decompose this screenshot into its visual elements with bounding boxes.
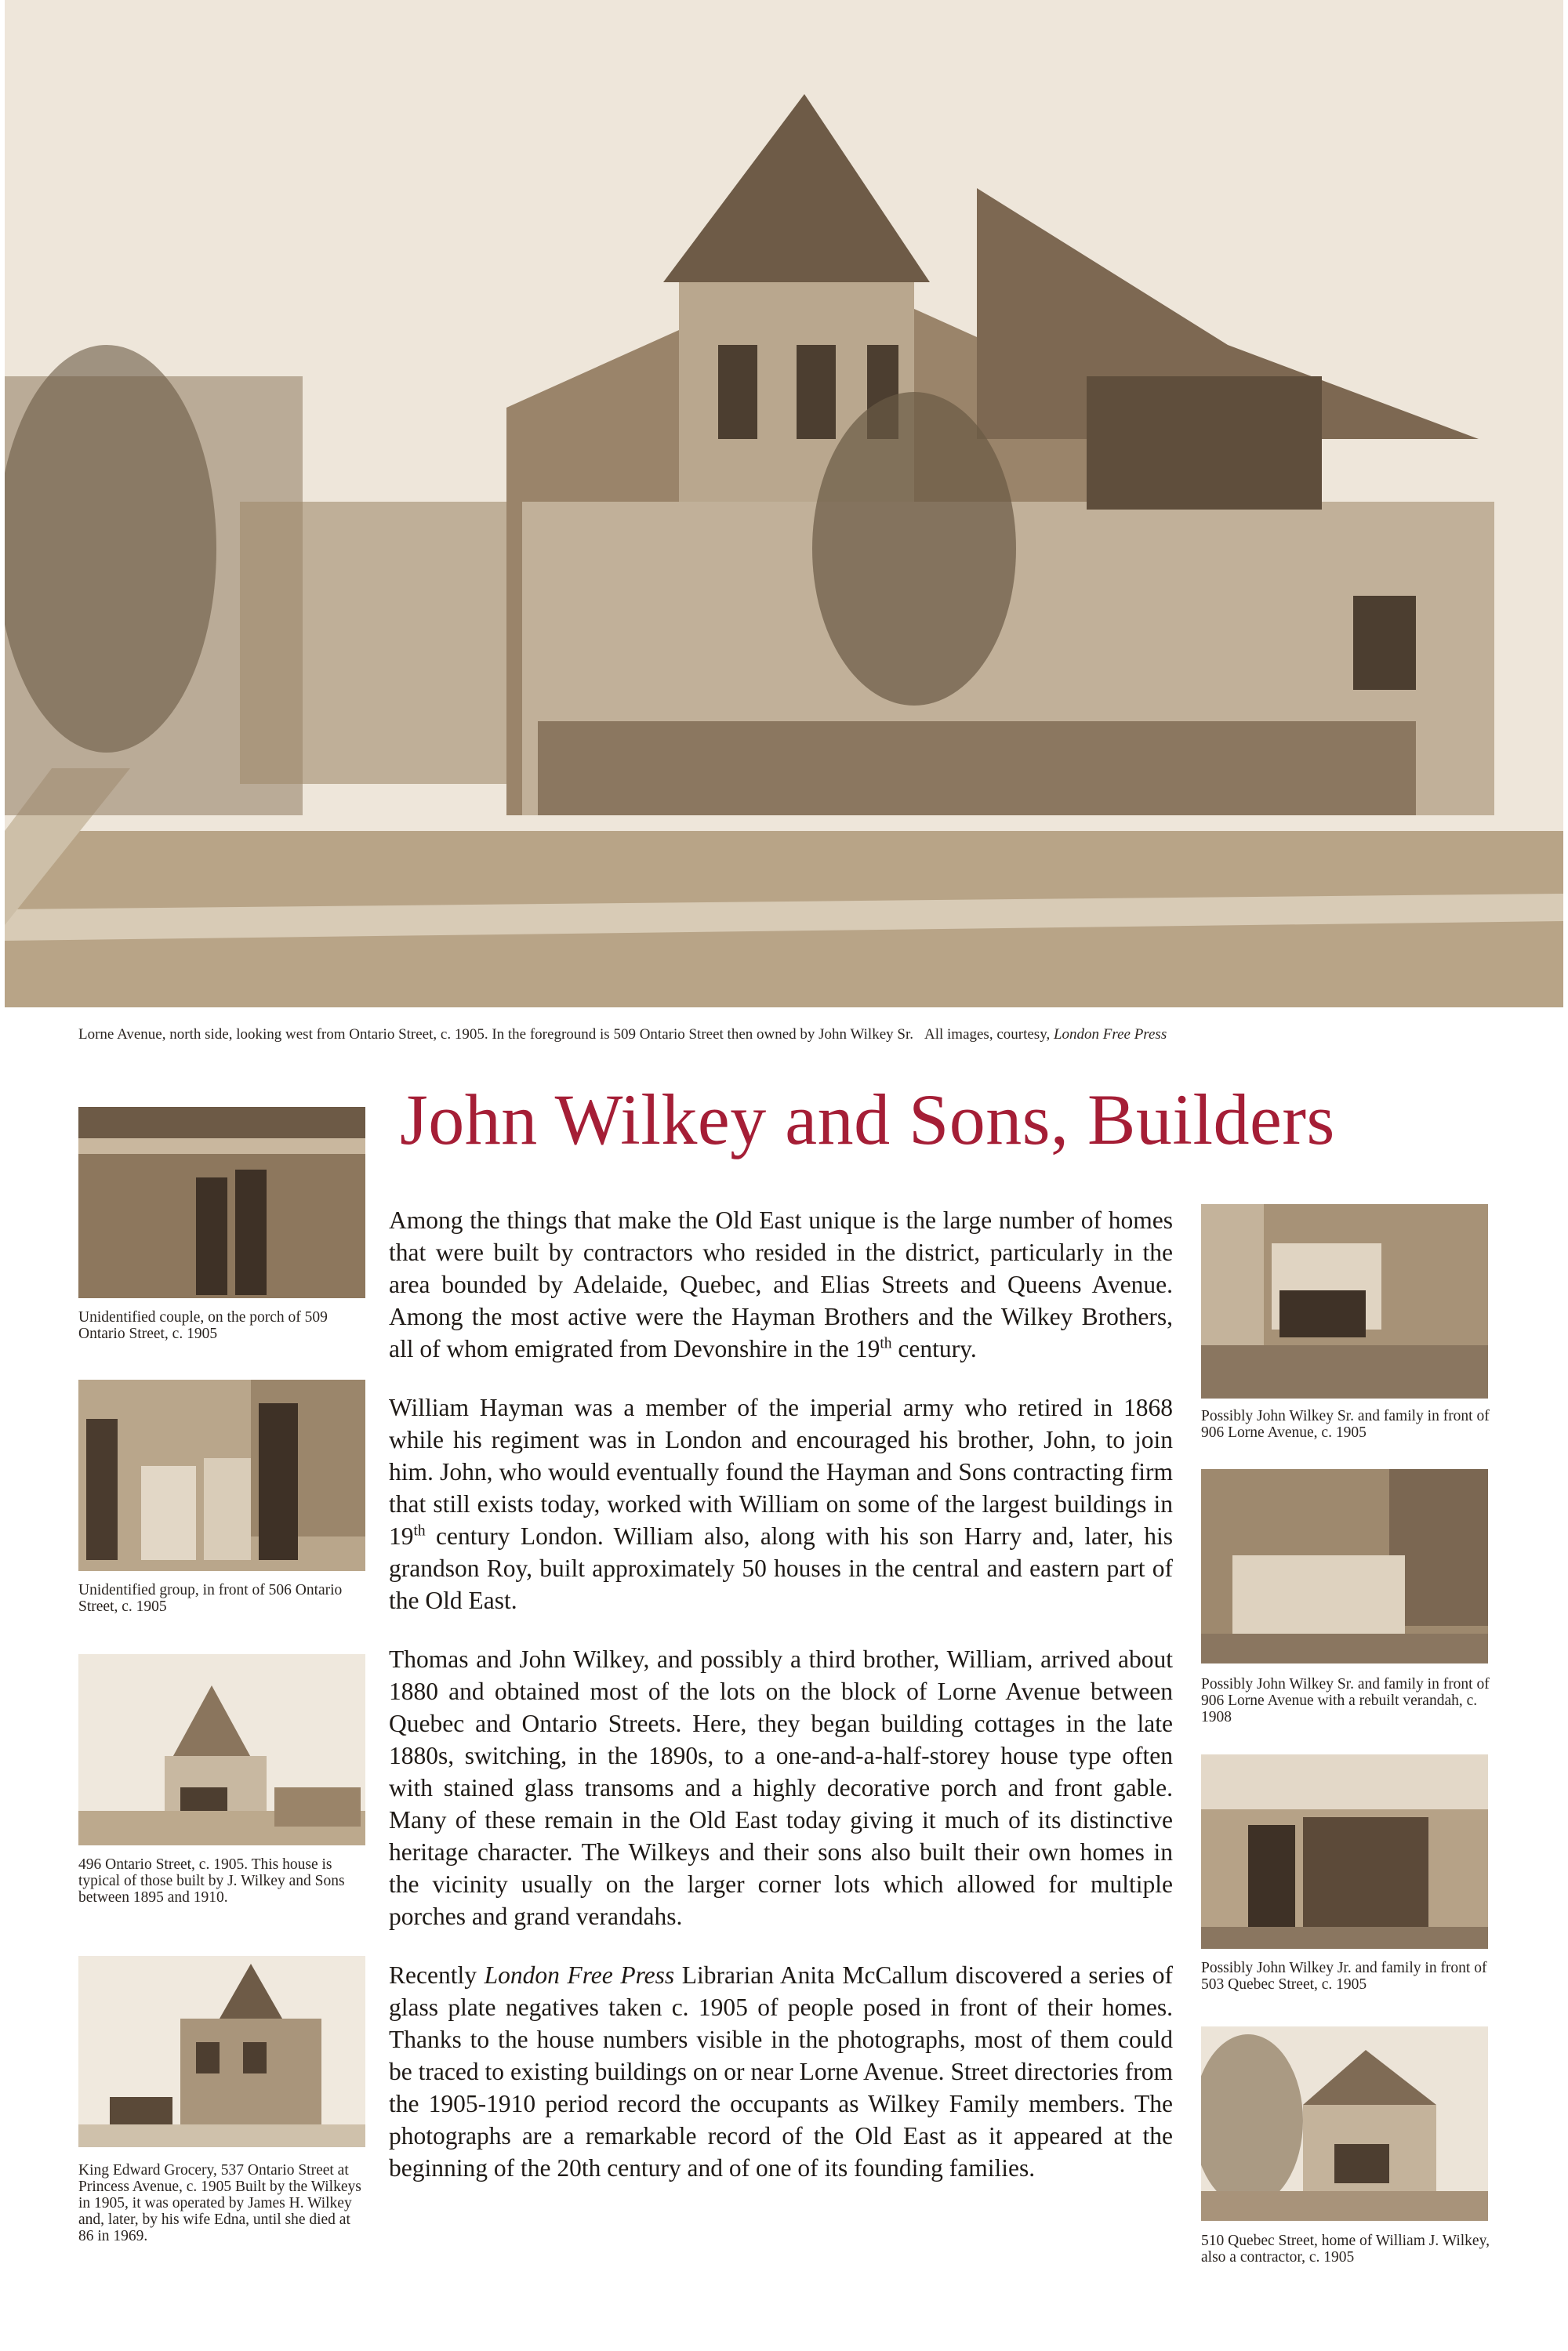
caption-496-ontario: 496 Ontario Street, c. 1905. This house is typical of those built by J. Wilkey and Sons between 1895 and 1910. (78, 1856, 345, 1906)
caption-family-906-lorne-rebuilt: Possibly John Wilkey Sr. and family in front of 906 Lorne Avenue with a rebuilt verandah, c. 1908 (1201, 1676, 1490, 1725)
photo-couple-porch (78, 1107, 365, 1298)
article-body (389, 1204, 1173, 2211)
photo-king-edward-grocery (78, 1956, 365, 2147)
photo-496-ontario (78, 1654, 365, 1845)
caption-510-quebec: 510 Quebec Street, home of William J. Wilkey, also a contractor, c. 1905 (1201, 2233, 1490, 2266)
caption-family-906-lorne: Possibly John Wilkey Sr. and family in front of 906 Lorne Avenue, c. 1905 (1201, 1408, 1490, 1441)
article-paragraph-2: William Hayman was a member of the imperial army who retired in 1868 while his regiment was in London and encouraged his brother, John, to join him. John, who would eventually found the Hayman and Sons contracting firm that still exists today, worked with William on some of the largest buildings in 19th century London. William also, along with his son Harry and, later, his grandson Roy, built approximately 50 houses in the central and eastern part of the Old East. (389, 1394, 1173, 1614)
caption-king-edward-grocery: King Edward Grocery, 537 Ontario Street at Princess Avenue, c. 1905 Built by the Wilkeys in 1905, it was operated by James H. Wilkey and, later, by his wife Edna, until she died at 86 in 1969. (78, 2162, 361, 2244)
article-paragraph-4: Recently London Free Press Librarian Anita McCallum discovered a series of glass plate negatives taken c. 1905 of people posed in front of their homes. Thanks to the house numbers visible in the photographs, most of them could be traced to existing buildings on or near Lorne Avenue. Street directories from the 1905-1910 period record the occupants as Wilkey Family members. The photographs are a remarkable record of the Old East as it appeared at the beginning of the 20th century and of one of its founding families. (389, 1961, 1173, 2182)
house-illustration (5, 0, 1563, 1007)
credit-source: London Free Press (1053, 1026, 1167, 1043)
photo-family-906-lorne (1201, 1204, 1488, 1399)
photo-510-quebec (1201, 2026, 1488, 2221)
article-paragraph-1: Among the things that make the Old East unique is the large number of homes that were built by contractors who resided in the district, particularly in the area bounded by Adelaide, Quebec, and Elias Streets and Queens Avenue. Among the most active were the Hayman Brothers and the Wilkey Brothers, all of whom emigrated from Devonshire in the 19th century. (389, 1206, 1173, 1362)
photo-group-506-ontario (78, 1380, 365, 1571)
caption-couple-porch: Unidentified couple, on the porch of 509 Ontario Street, c. 1905 (78, 1309, 328, 1342)
photo-family-503-quebec (1201, 1754, 1488, 1949)
image-credit: All images, courtesy, London Free Press (924, 1026, 1167, 1043)
page-title: John Wilkey and Sons, Builders (400, 1079, 1335, 1159)
caption-group-506-ontario: Unidentified group, in front of 506 Ontario Street, c. 1905 (78, 1582, 343, 1615)
photo-family-906-lorne-rebuilt (1201, 1469, 1488, 1663)
hero-caption (78, 1026, 1521, 1043)
hero-photo (5, 0, 1563, 1007)
caption-family-503-quebec: Possibly John Wilkey Jr. and family in front of 503 Quebec Street, c. 1905 (1201, 1960, 1487, 1993)
article-paragraph-3: Thomas and John Wilkey, and possibly a third brother, William, arrived about 1880 and obtained most of the lots on the block of Lorne Avenue between Quebec and Ontario Streets. Here, they began building cottages in the late 1880s, switching, in the 1890s, to a one-and-a-half-storey house type often with stained glass transoms and a highly decorative porch and front gable. Many of these remain in the Old East today giving it much of its distinctive heritage character. The Wilkeys and their sons also built their own homes in the vicinity usually on the larger corner lots which allowed for multiple porches and grand verandahs. (389, 1645, 1173, 1930)
hero-caption-text: Lorne Avenue, north side, looking west from Ontario Street, c. 1905. In the foreground is 509 Ontario Street then owned by John Wilkey Sr. (78, 1026, 913, 1043)
